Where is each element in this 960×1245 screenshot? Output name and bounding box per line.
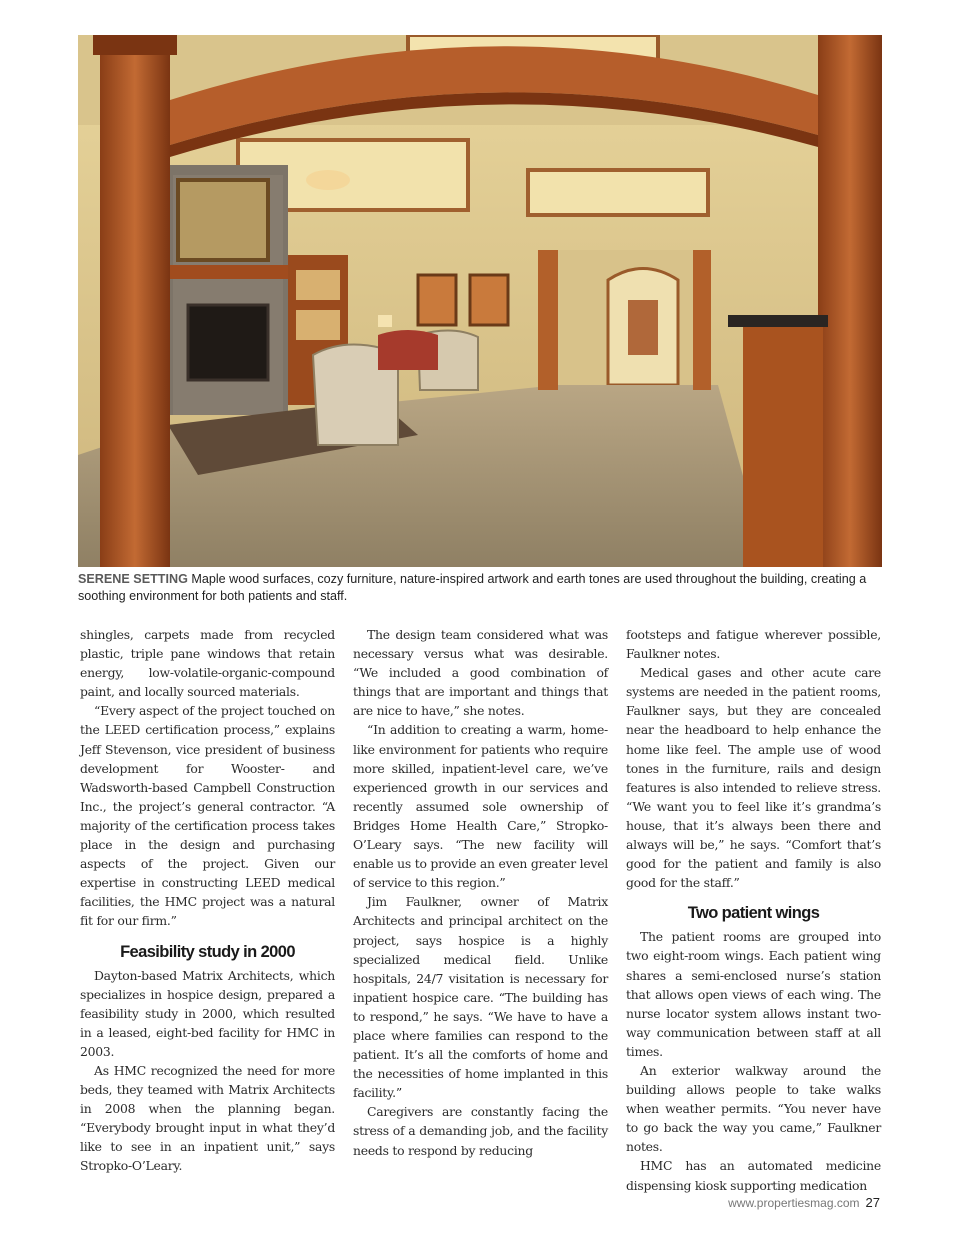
- caption-text: Maple wood surfaces, cozy furniture, nature-inspired artwork and earth tones are used throughout the building, creating a soothing environment for both patients and staff.: [78, 572, 867, 603]
- page-number: 27: [865, 1195, 880, 1210]
- paragraph: Caregivers are constantly facing the stress of a demanding job, and the facility needs to respond by reducing: [353, 1104, 608, 1158]
- paragraph: “Every aspect of the project touched on the LEED certification process,” explains Jeff Stevenson, vice president of business development for Wooster- and Wadsworth-based Campbell Construction Inc., the project’s general contractor. “A majority of the certification process takes place in the design and purchasing aspects of the project. Given our expertise in constructing LEED medical facilities, the HMC project was a natural fit for our firm.”: [80, 703, 335, 929]
- article-column-3: [626, 625, 881, 1195]
- caption-kicker: SERENE SETTING: [78, 572, 188, 586]
- footer-url[interactable]: www.propertiesmag.com: [728, 1196, 860, 1210]
- paragraph: An exterior walkway around the building allows people to take walks when weather permits. “You never have to go back the way you came,” Faulkner notes.: [626, 1062, 881, 1155]
- article-column-2: [353, 625, 608, 1160]
- paragraph: “In addition to creating a warm, home-like environment for patients who require more skilled, inpatient-level care, we’ve experienced growth in our services and recently assumed sole ownership of Bridges Home Health Care,” Stropko-O’Leary says. “The new facility will enable us to provide an even greater level of service to this region.”: [353, 722, 608, 891]
- paragraph: The patient rooms are grouped into two eight-room wings. Each patient wing shares a semi-enclosed nurse’s station that allows open views of each wing. The nurse locator system allows instant two-way communication between staff at all times.: [626, 929, 881, 1059]
- hospice-interior-illustration: [78, 35, 882, 567]
- paragraph: shingles, carpets made from recycled plastic, triple pane windows that retain energy, low-volatile-organic-compound paint, and locally sourced materials.: [80, 627, 335, 700]
- paragraph: Dayton-based Matrix Architects, which specializes in hospice design, prepared a feasibility study in 2000, which resulted in a leased, eight-bed facility for HMC in 2003.: [80, 967, 335, 1059]
- paragraph: HMC has an automated medicine dispensing kiosk supporting medication: [626, 1158, 881, 1193]
- paragraph: The design team considered what was necessary versus what was desirable. “We included a good combination of things that are important and things that are nice to have,” she notes.: [353, 627, 608, 719]
- paragraph: Jim Faulkner, owner of Matrix Architects and principal architect on the project, says hospice is a highly specialized medical field. Unlike hospitals, 24/7 visitation is necessary for inpatient hospice care. “The building has to respond,” he says. “We have to have a place where families can respond to the patient. It’s all the comforts of home and the necessities of home implanted in this facility.”: [353, 894, 608, 1101]
- section-heading: Two patient wings: [687, 904, 820, 923]
- page-footer: [728, 1195, 880, 1210]
- article-column-1: [80, 625, 335, 1176]
- photo-caption: [78, 571, 883, 605]
- section-heading: Feasibility study in 2000: [120, 942, 295, 961]
- paragraph: Medical gases and other acute care systems are needed in the patient rooms, Faulkner says, but they are concealed near the headboard to help enhance the home like feel. The ample use of wood tones in the furniture, rails and design features is also intended to relieve stress. “We want you to feel like it’s grandma’s house, that it’s always been there and always will be,” he says. “Comfort that’s good for the patient and family is also good for the staff.”: [626, 665, 881, 891]
- paragraph: As HMC recognized the need for more beds, they teamed with Matrix Architects in 2008 when the planning began. “Everybody brought input in what they’d like to see in an inpatient unit,” says Stropko-O’Leary.: [80, 1062, 335, 1174]
- interior-photo: [78, 35, 882, 567]
- paragraph: footsteps and fatigue wherever possible, Faulkner notes.: [626, 627, 881, 662]
